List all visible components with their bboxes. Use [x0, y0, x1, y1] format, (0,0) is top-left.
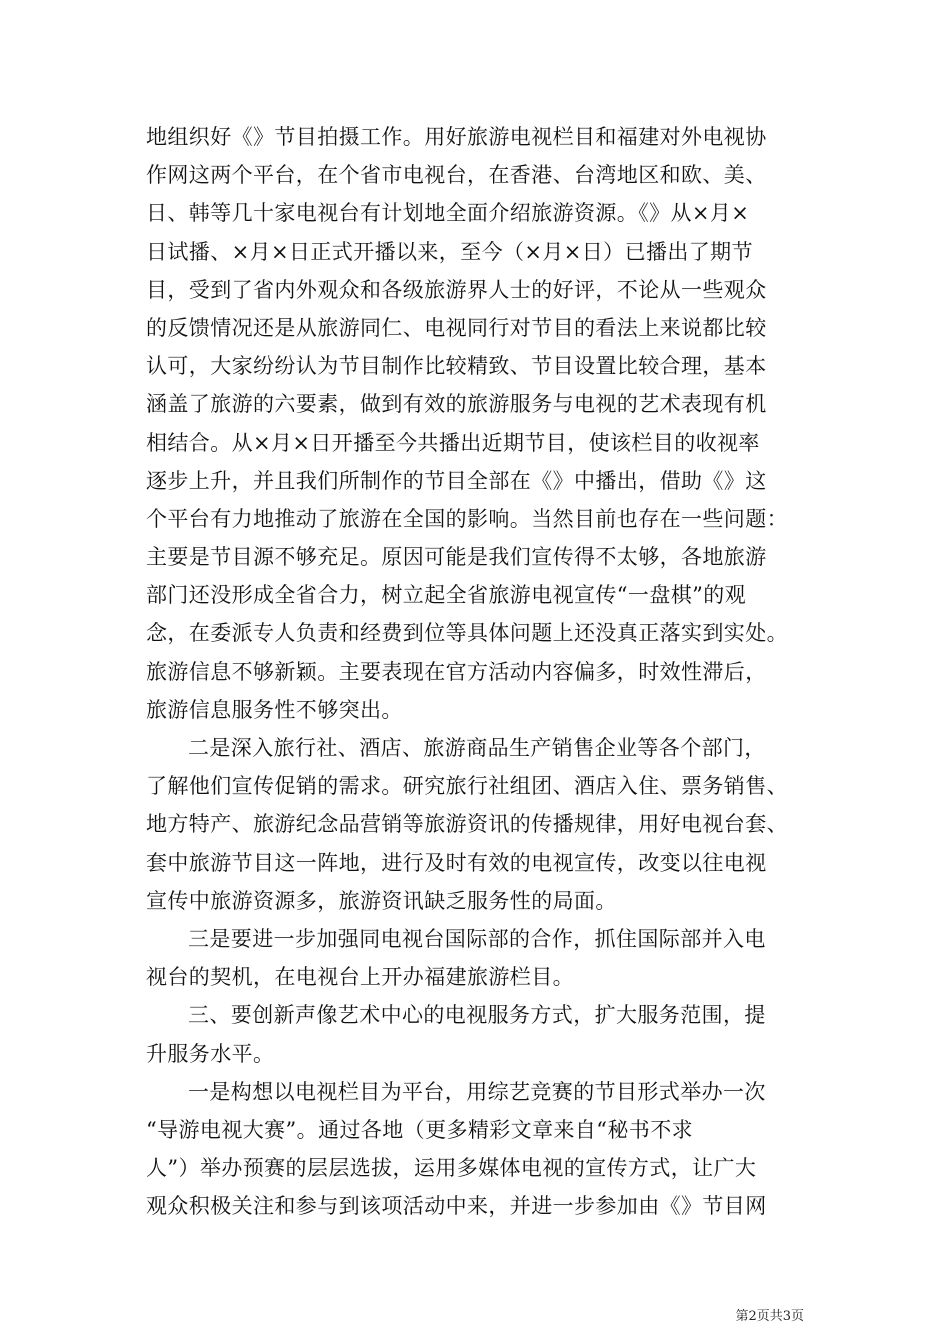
text-line: 三、要创新声像艺术中心的电视服务方式，扩大服务范围，提: [188, 1003, 766, 1028]
text-line: 三是要进一步加强同电视台国际部的合作，抓住国际部并入电: [188, 926, 766, 951]
text-line: 旅游信息不够新颖。主要表现在官方活动内容偏多，时效性滞后，: [146, 659, 767, 684]
text-line: 一是构想以电视栏目为平台，用综艺竞赛的节目形式举办一次: [188, 1079, 766, 1104]
text-line: 念，在委派专人负责和经费到位等具体问题上还没真正落实到实处。: [146, 621, 788, 646]
text-line: 目，受到了省内外观众和各级旅游界人士的好评，不论从一些观众: [146, 277, 767, 302]
text-line: 旅游信息服务性不够突出。: [146, 697, 403, 722]
text-line: 相结合。从×月×日开播至今共播出近期节目，使该栏目的收视率: [146, 430, 760, 455]
text-line: 日试播、×月×日正式开播以来，至今（×月×日）已播出了期节: [146, 239, 753, 264]
text-line: “导游电视大赛”。通过各地（更多精彩文章来自“秘书不求: [146, 1117, 694, 1142]
text-line: 了解他们宣传促销的需求。研究旅行社组团、酒店入住、票务销售、: [146, 774, 788, 799]
text-line: 日、韩等几十家电视台有计划地全面介绍旅游资源。《》从×月×: [146, 201, 750, 226]
text-line: 宣传中旅游资源多，旅游资讯缺乏服务性的局面。: [146, 888, 617, 913]
text-line: 逐步上升，并且我们所制作的节目全部在《》中播出，借助《》这: [146, 468, 767, 493]
text-line: 二是深入旅行社、酒店、旅游商品生产销售企业等各个部门，: [188, 736, 766, 760]
text-line: 认可，大家纷纷认为节目制作比较精致、节目设置比较合理，基本: [146, 354, 767, 379]
text-line: 观众积极关注和参与到该项活动中来，并进一步参加由《》节目网: [146, 1194, 767, 1219]
text-line: 作网这两个平台，在个省市电视台，在香港、台湾地区和欧、美、: [146, 163, 767, 188]
text-line: 主要是节目源不够充足。原因可能是我们宣传得不太够，各地旅游: [146, 545, 767, 570]
document-body: [146, 118, 818, 1225]
text-line: 人”）举办预赛的层层选拔，运用多媒体电视的宣传方式，让广大: [146, 1156, 757, 1181]
text-line: 地方特产、旅游纪念品营销等旅游资讯的传播规律，用好电视台套、: [146, 812, 788, 837]
text-line: 部门还没形成全省合力，树立起全省旅游电视宣传“一盘棋”的观: [146, 583, 747, 608]
text-line: 升服务水平。: [146, 1041, 275, 1066]
text-line: 地组织好《》节目拍摄工作。用好旅游电视栏目和福建对外电视协: [146, 125, 767, 149]
text-line: 套中旅游节目这一阵地，进行及时有效的电视宣传，改变以往电视: [146, 850, 767, 875]
text-line: 的反馈情况还是从旅游同仁、电视同行对节目的看法上来说都比较: [146, 315, 767, 340]
text-line: 视台的契机，在电视台上开办福建旅游栏目。: [146, 965, 574, 990]
text-line: 涵盖了旅游的六要素，做到有效的旅游服务与电视的艺术表现有机: [146, 392, 767, 417]
text-line: 个平台有力地推动了旅游在全国的影响。当然目前也存在一些问题：: [146, 506, 788, 531]
page-number: 第2页共3页: [735, 1309, 804, 1324]
